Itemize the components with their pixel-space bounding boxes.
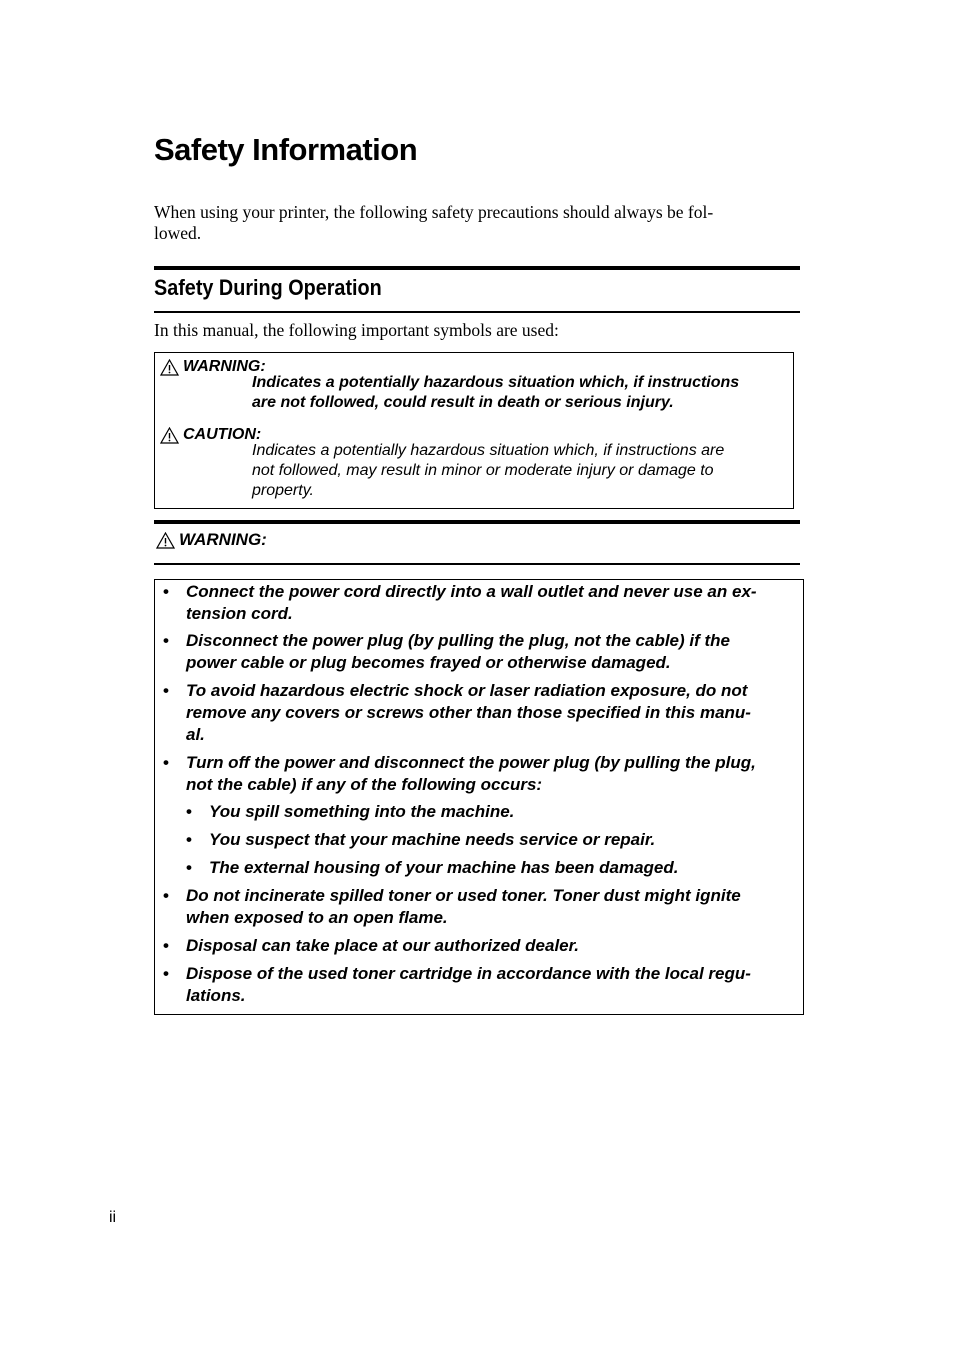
warning-triangle-icon [160,427,179,444]
list-item-line: remove any covers or screws other than those specified in this manu- [186,703,751,722]
sub-list-item-text: You suspect that your machine needs service or repair. [209,830,656,849]
list-item-text [186,581,794,625]
legend-caution-label: CAUTION: [183,426,262,443]
bullet: • [163,964,169,983]
legend-caution-description [252,441,777,501]
bullet: • [163,582,169,601]
list-item-text [186,680,794,746]
list-item-line: Do not incinerate spilled toner or used toner. Toner dust might ignite [186,886,741,905]
symbols-intro: In this manual, the following important symbols are used: [154,320,559,340]
section-top-rule [154,266,800,270]
symbol-legend-box [154,352,794,509]
bullet: • [186,830,192,849]
section-title: Safety During Operation [154,275,382,300]
list-item-line: To avoid hazardous electric shock or laser radiation exposure, do not [186,681,748,700]
intro-line-1: When using your printer, the following safety precautions should always be fol- [154,202,714,222]
bullet: • [163,681,169,700]
legend-caution-desc-line: Indicates a potentially hazardous situation which, if instructions are [252,442,725,459]
warning-triangle-icon [160,359,179,376]
list-item-text [186,885,794,929]
sub-list-item-text: The external housing of your machine has been damaged. [209,858,679,877]
list-item-line: Dispose of the used toner cartridge in accordance with the local regu- [186,964,751,983]
warning-top-rule [154,520,800,524]
legend-caution-desc-line: property. [252,482,314,499]
list-item-text [186,630,794,674]
warning-list-box [154,579,804,1015]
warning-bottom-rule [154,563,800,565]
bullet: • [186,858,192,877]
warning-heading [156,530,267,550]
section-bottom-rule [154,311,800,313]
list-item-line: al. [186,725,205,744]
legend-warning-desc-line: Indicates a potentially hazardous situation which, if instructions [252,374,740,391]
list-item-line: tension cord. [186,604,293,623]
page-number: ii [109,1209,117,1226]
sub-list-item-text: You spill something into the machine. [209,802,515,821]
list-item-text [186,752,794,796]
list-item-line: Connect the power cord directly into a wall outlet and never use an ex- [186,582,757,601]
list-item-line: Disconnect the power plug (by pulling the plug, not the cable) if the [186,631,730,650]
bullet: • [163,886,169,905]
legend-warning-description [252,373,777,413]
list-item-text [186,935,794,957]
list-item-line: when exposed to an open flame. [186,908,448,927]
legend-warning-label: WARNING: [183,358,266,375]
list-item-line: Turn off the power and disconnect the power plug (by pulling the plug, [186,753,756,772]
list-item-line: lations. [186,986,246,1005]
legend-caution-heading [160,426,261,444]
list-item-line: power cable or plug becomes frayed or otherwise damaged. [186,653,671,672]
bullet: • [163,936,169,955]
list-item-line: Disposal can take place at our authorized dealer. [186,936,580,955]
bullet: • [163,631,169,650]
legend-warning-desc-line: are not followed, could result in death or serious injury. [252,394,674,411]
warning-triangle-icon [156,532,175,549]
list-item-text [186,963,794,1007]
legend-caution-desc-line: not followed, may result in minor or moderate injury or damage to [252,462,714,479]
intro-line-2: lowed. [154,223,202,243]
warning-heading-label: WARNING: [179,530,267,549]
list-item-line: not the cable) if any of the following occurs: [186,775,543,794]
legend-warning-heading [160,358,266,376]
bullet: • [186,802,192,821]
intro-paragraph [154,202,802,244]
bullet: • [163,753,169,772]
page-title: Safety Information [154,132,418,167]
